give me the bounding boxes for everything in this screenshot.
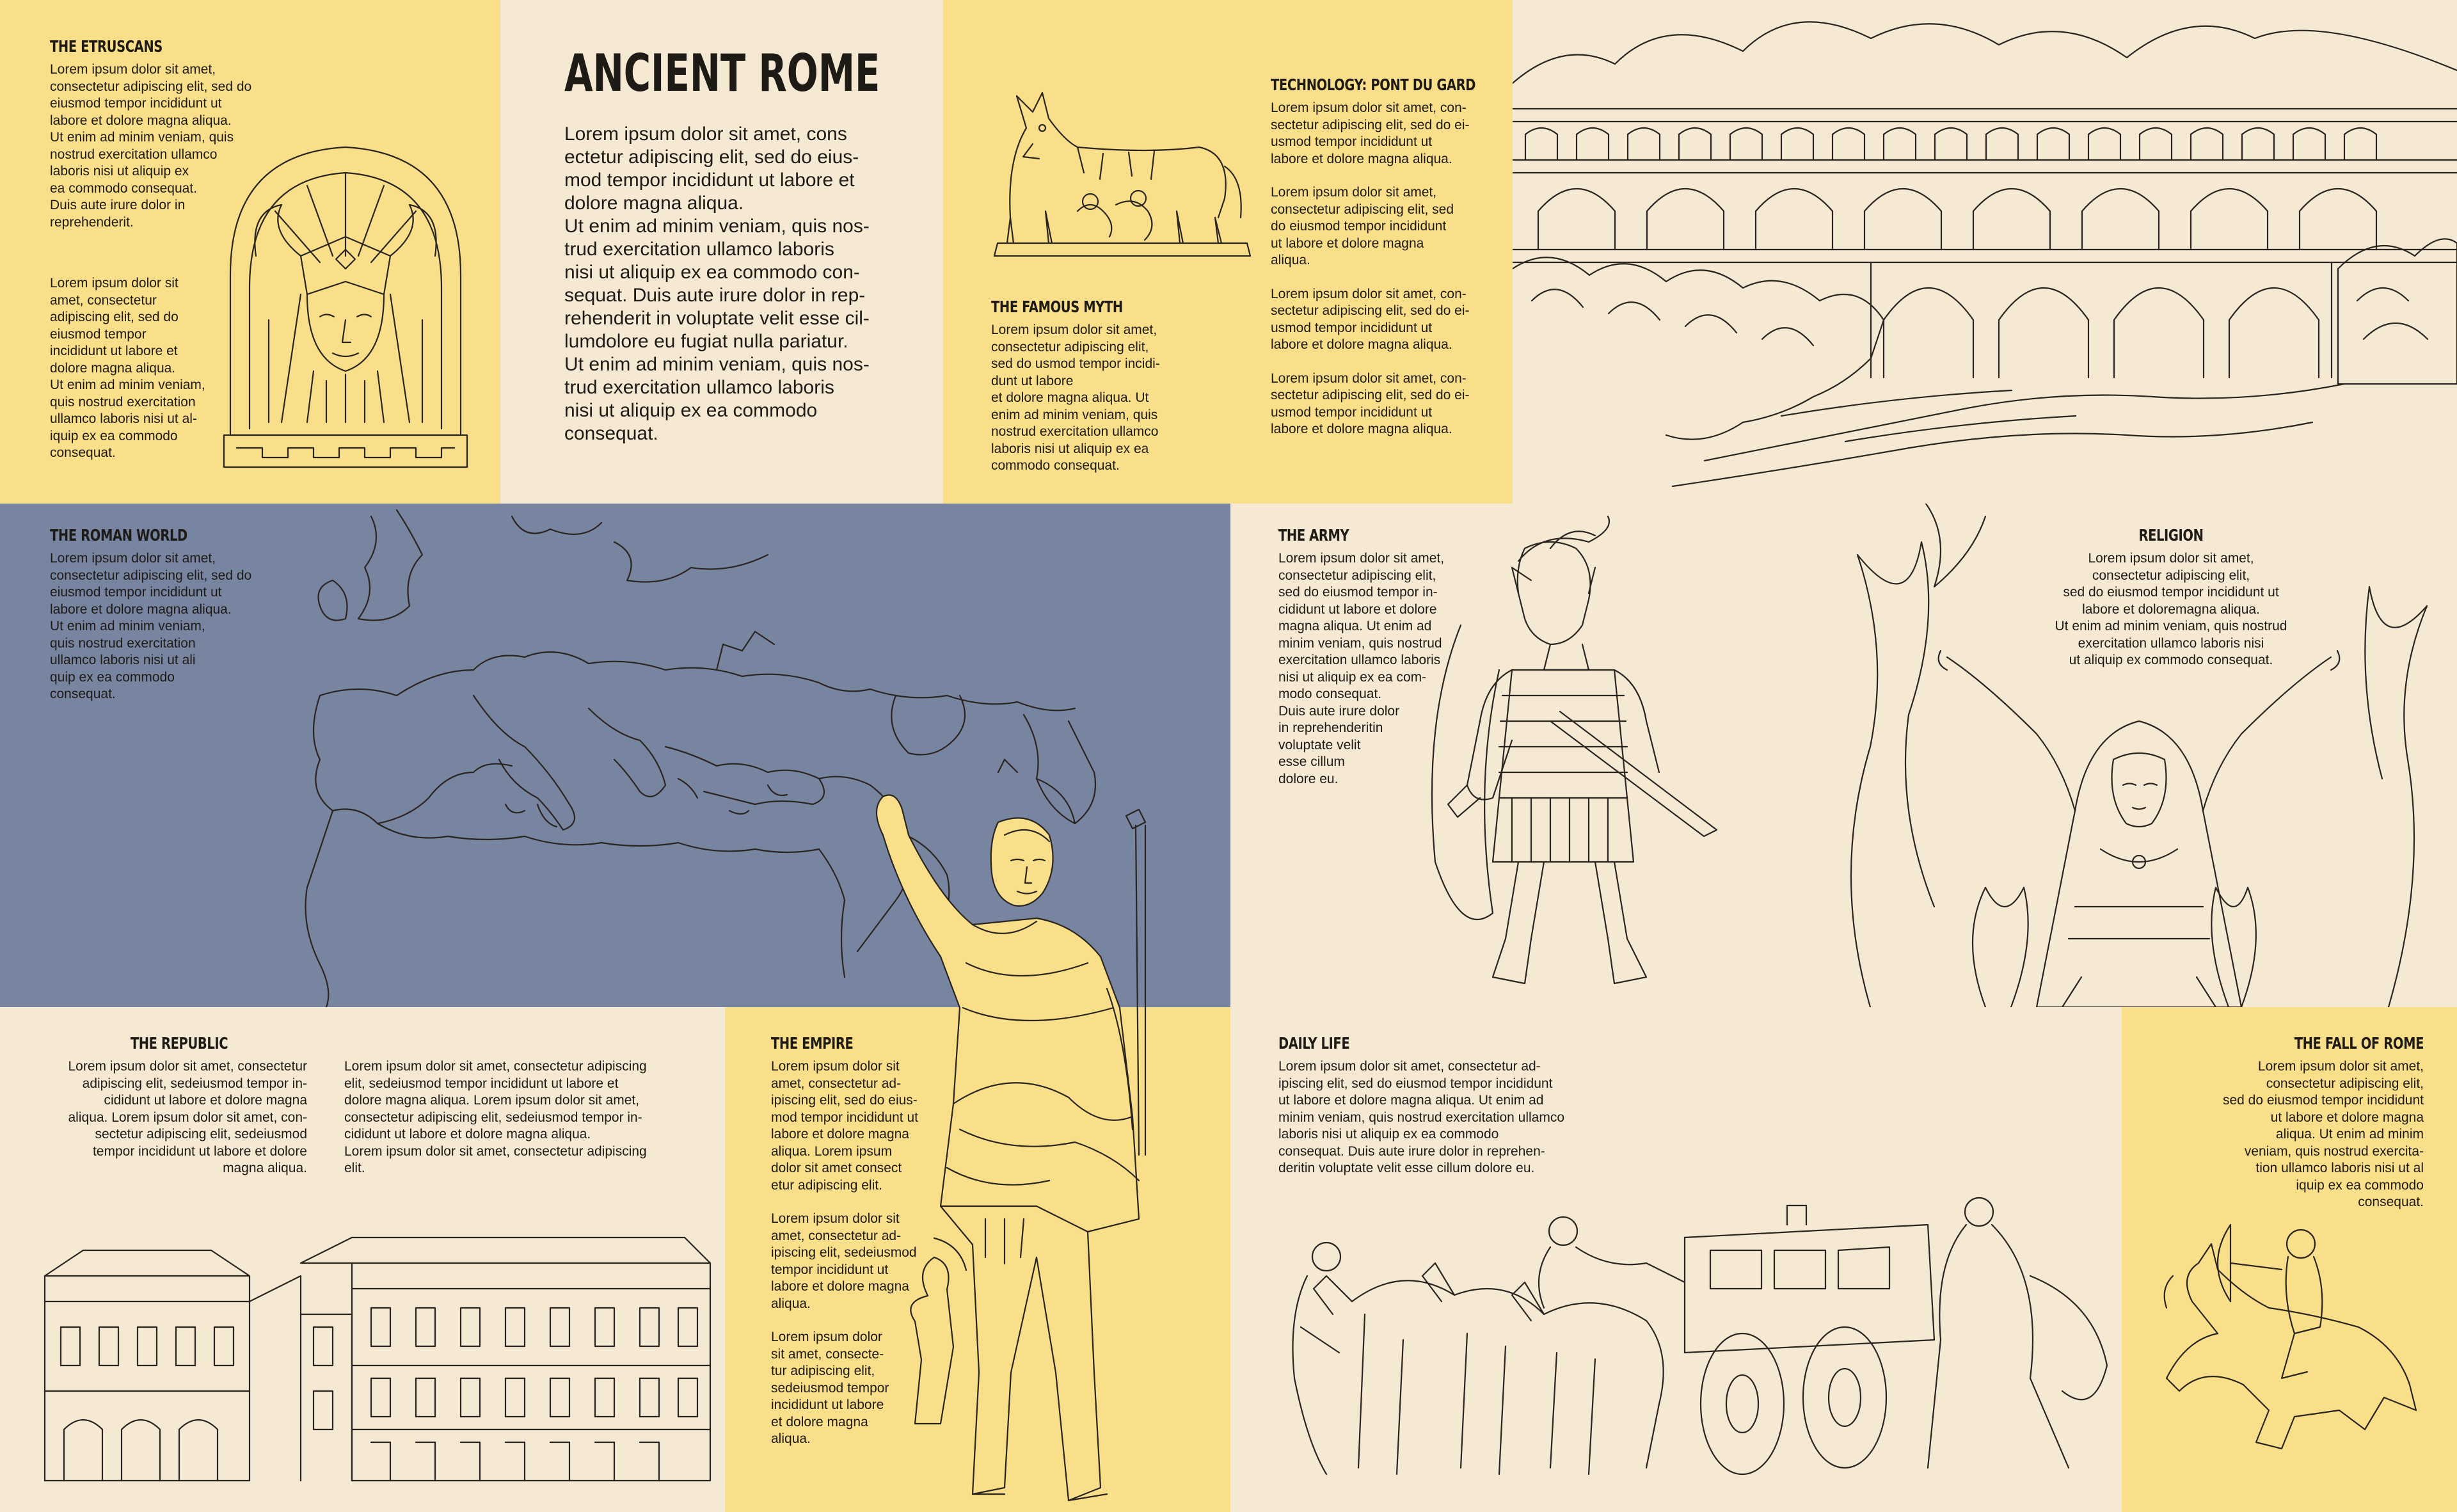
army-title: THE ARMY (1278, 526, 1349, 545)
empire-title: THE EMPIRE (771, 1034, 854, 1053)
aqueduct-landscape-icon (1513, 0, 2457, 504)
republic-title: THE REPUBLIC (130, 1034, 228, 1053)
roman-buildings-icon (45, 1225, 710, 1493)
legionary-soldier-icon (1422, 529, 1729, 1003)
technology-text-1: Lorem ipsum dolor sit amet, con- sectetur adipiscing elit, sed do ei- usmod tempor incididunt ut labore et dolore magna aliqua. (1271, 100, 1470, 166)
army-religion-panel (1230, 504, 2457, 1007)
etruscans-text-1: Lorem ipsum dolor sit amet, consectetur adipiscing elit, sed do eiusmod tempor incididunt ut labore et dolore magna aliqua. Ut enim ad minim veniam, quis nostrud exercitation ullamco laboris nisi ut aliquip ex ea commodo consequat. Duis aute irure dolor in reprehenderit. (50, 62, 252, 230)
technology-text-3: Lorem ipsum dolor sit amet, con- sectetur adipiscing elit, sed do ei- usmod tempor incididunt ut labore et dolore magna aliqua. (1271, 286, 1470, 352)
republic-panel (0, 1007, 725, 1512)
page-title: ANCIENT ROME (564, 44, 880, 103)
technology-text-2: Lorem ipsum dolor sit amet, consectetur adipiscing elit, sed do eiusmod tempor incididunt ut labore et dolore magna aliqua. (1271, 185, 1454, 267)
myth-title: THE FAMOUS MYTH (991, 298, 1123, 316)
augustus-statue-icon (845, 797, 1190, 1507)
etruscans-panel (0, 0, 500, 504)
empire-text-2: Lorem ipsum dolor sit amet, consectetur ad- ipiscing elit, sedeiusmod tempor incididunt ut labore et dolore magna aliqua. (771, 1211, 917, 1311)
empire-text-1: Lorem ipsum dolor sit amet, consectetur ad- ipiscing elit, sed do eius- mod tempor incididunt ut labore et dolore magna aliqua. Lorem ipsum dolor sit amet consect etur adipiscing elit. (771, 1059, 918, 1193)
she-wolf-statue-icon (988, 83, 1257, 269)
fall-text: Lorem ipsum dolor sit amet, consectetur adipiscing elit, sed do eiusmod tempor incididunt ut labore et dolore magna aliqua. Ut enim ad minim veniam, quis nostrud exercita- tion ullamco laboris nisi ut al iquip ex ea commodo consequat. (2222, 1059, 2424, 1209)
daily-life-title: DAILY LIFE (1278, 1034, 1350, 1053)
roman-world-title: THE ROMAN WORLD (50, 526, 187, 545)
technology-text-4: Lorem ipsum dolor sit amet, con- sectetur adipiscing elit, sed do ei- usmod tempor incididunt ut labore et dolore magna aliqua. (1271, 370, 1470, 436)
religion-text: Lorem ipsum dolor sit amet, consectetur adipiscing elit, sed do eiusmod tempor incididunt ut labore et doloremagna aliqua. Ut enim ad minim veniam, quis nostrud exercitation ullamco laboris nisi ut aliquip ex commodo consequat. (2055, 551, 2287, 667)
empire-text-3: Lorem ipsum dolor sit amet, consecte- tur adipiscing elit, sedeiusmod tempor incididunt ut labore et dolore magna aliqua. (771, 1330, 889, 1446)
daily-life-text: Lorem ipsum dolor sit amet, consectetur ad- ipiscing elit, sed do eiusmod tempor incididunt ut labore et dolore magna aliqua. Ut enim ad minim veniam, quis nostrud exercitation ullamco laboris nisi ut aliquip ex ea commodo consequat. Duis aute irure dolor in reprehen- deritin voluptate velit esse cillum dolore eu. (1278, 1059, 1565, 1175)
ox-cart-procession-icon (1288, 1186, 2113, 1493)
intro-text: Lorem ipsum dolor sit amet, cons ectetur adipiscing elit, sed do eius- mod tempor incididunt ut labore et dolore magna aliqua. Ut enim ad minim veniam, quis nos- trud exercitation ullamco laboris nisi ut aliquip ex ea commodo con- sequat. Duis aute irure dolor in rep- rehenderit in voluptate velit esse cil- lumdolore eu fugiat nulla pariatur. Ut enim ad minim veniam, quis nos- trud exercitation ullamco laboris nisi ut aliquip ex ea commodo consequat. (564, 123, 870, 444)
myth-text: Lorem ipsum dolor sit amet, consectetur adipiscing elit, sed do usmod tempor incidi- dunt ut labore et dolore magna aliqua. Ut enim ad minim veniam, quis nostrud exercitation ullamco laboris nisi ut aliquip ex ea commodo consequat. (991, 322, 1160, 473)
horse-archer-icon (2154, 1218, 2422, 1474)
technology-title: TECHNOLOGY: PONT DU GARD (1271, 76, 1476, 94)
myth-panel (943, 0, 1513, 504)
etruscan-mask-icon (211, 128, 480, 473)
etruscans-title: THE ETRUSCANS (50, 37, 163, 56)
vestal-priestess-icon (1793, 504, 2457, 1007)
daily-life-panel (1230, 1007, 2122, 1512)
aqueduct-panel (1513, 0, 2457, 504)
republic-text-col1: Lorem ipsum dolor sit amet, consectetur adipiscing elit, sedeiusmod tempor in- cididunt ut labore et dolore magna aliqua. Lorem ipsum dolor sit amet, con- sectetur adipiscing elit, sedeiusmod tempor incididunt ut labore et dolore magna aliqua. (68, 1059, 307, 1175)
intro-panel (500, 0, 943, 504)
religion-title: RELIGION (2138, 526, 2204, 545)
fall-title: THE FALL OF ROME (2294, 1034, 2424, 1053)
army-text: Lorem ipsum dolor sit amet, consectetur adipiscing elit, sed do eiusmod tempor in- cididunt ut labore et dolore magna aliqua. Ut enim ad minim veniam, quis nostrud exercitation ullamco laboris nisi ut aliquip ex ea com- modo consequat. Duis aute irure dolor in reprehenderitin voluptate velit esse cillum dolore eu. (1278, 551, 1445, 786)
roman-world-text: Lorem ipsum dolor sit amet, consectetur adipiscing elit, sed do eiusmod tempor incididunt ut labore et dolore magna aliqua. Ut enim ad minim veniam, quis nostrud exercitation ullamco laboris nisi ut ali quip ex ea commodo consequat. (50, 551, 252, 701)
republic-text-col2: Lorem ipsum dolor sit amet, consectetur adipiscing elit, sedeiusmod tempor incididunt ut labore et dolore magna aliqua. Lorem ipsum dolor sit amet, consectetur adipiscing elit, sedeiusmod tempor in- cididunt ut labore et dolore magna aliqua. Lorem ipsum dolor sit amet, consectetur adipiscing elit. (344, 1059, 647, 1175)
etruscans-text-2: Lorem ipsum dolor sit amet, consectetur adipiscing elit, sed do eiusmod tempor incididunt ut labore et dolore magna aliqua. Ut enim ad minim veniam, quis nostrud exercitation ullamco laboris nisi ut al- iquip ex ea commodo consequat. (50, 276, 205, 460)
fall-of-rome-panel (2122, 1007, 2457, 1512)
